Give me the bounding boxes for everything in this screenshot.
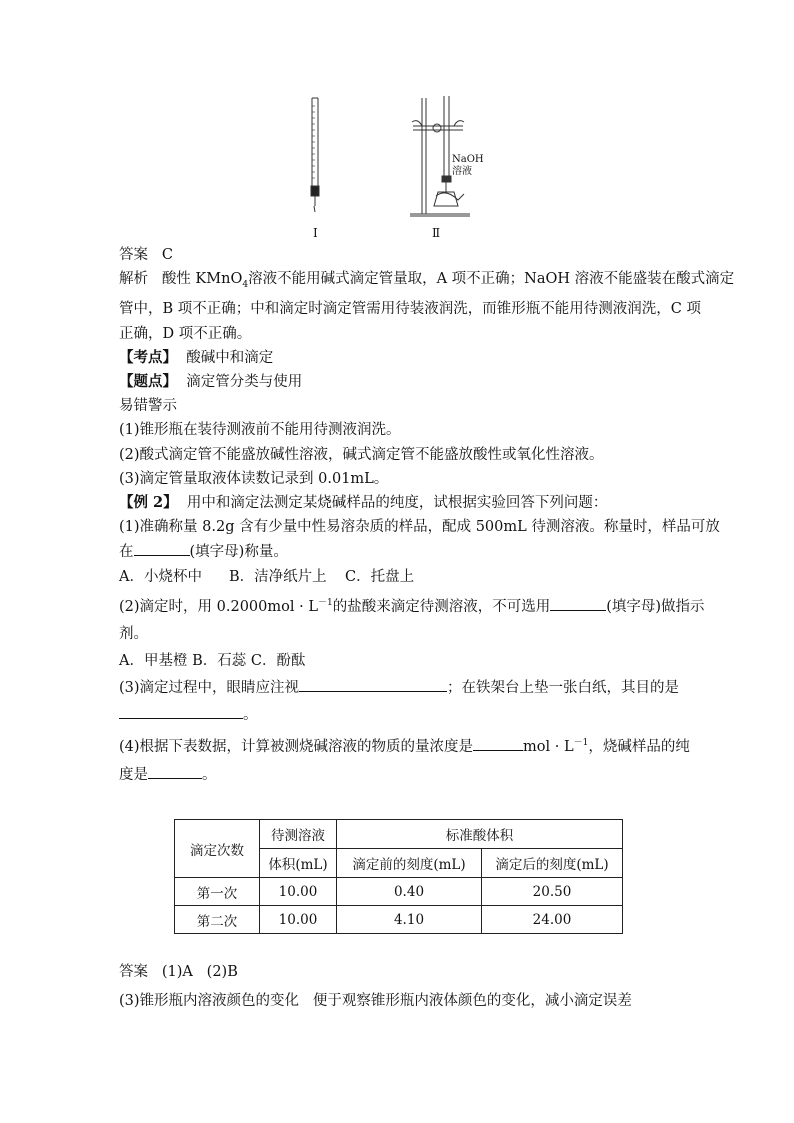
- option-a: A．小烧杯中: [119, 569, 202, 586]
- question-4-line-2: 度是 。: [119, 761, 679, 789]
- question-2-line-1: (2)滴定时，用 $0.2000mol \cdot L^{-1}$的盐酸来滴定待测溶液，不可选用 (填字母)做指示: [119, 590, 679, 621]
- analysis-line-2: 管中，B 项不正确；中和滴定时滴定管需用待装液润洗，而锥形瓶不能用待测液润洗，C 项: [119, 301, 701, 318]
- warning-title: 易错警示: [119, 398, 177, 415]
- warning-item-2: (2)酸式滴定管不能盛放碱性溶液，碱式滴定管不能盛放酸性或氧化性溶液。: [119, 446, 604, 463]
- answer-2-section: [119, 958, 679, 1016]
- example-2-intro: 【例 2】 用中和滴定法测定某烧碱样品的纯度，试根据实验回答下列问题：: [119, 493, 608, 511]
- question-2-options: A．甲基橙 B．石蕊 C．酚酞: [119, 652, 306, 669]
- table-header-row-1: [175, 820, 623, 849]
- answer-2-line-1: 答案 (1)A (2)B: [119, 964, 238, 980]
- warning-item-3: (3)滴定管量取液体读数记录到 0.01mL。: [119, 470, 389, 487]
- question-1-line-1: (1)准确称量 8.2g 含有少量中性易溶杂质的样品，配成 500mL 待测溶液。称量时，样品可放: [119, 519, 720, 536]
- analysis-line-1: 解析 酸性 KMnO$_4$溶液不能用碱式滴定管量取，A 项不正确；NaOH 溶液不能盛装在酸式滴定: [119, 271, 735, 291]
- kaodian-label: 【考点】: [119, 348, 177, 366]
- header-volume-1: 待测溶液: [260, 820, 337, 849]
- titration-data-table: [174, 819, 623, 934]
- example-2-label: 【例 2】: [119, 493, 178, 511]
- burette-i-drawing: [311, 98, 319, 212]
- question-4-line-1: (4)根据下表数据，计算被测烧碱溶液的物质的量浓度是 mol · $L^{-1}$，烧碱样品的纯: [119, 729, 679, 761]
- question-1-line-2: 在 (填字母)称量。: [119, 540, 679, 565]
- header-count: 滴定次数: [175, 820, 260, 878]
- kaodian-line: [119, 346, 679, 370]
- burette-figure: [300, 92, 500, 242]
- analysis-line-3: 正确，D 项不正确。: [119, 325, 252, 342]
- answer-1-line: [119, 243, 679, 267]
- option-b: B．洁净纸片上: [229, 569, 327, 586]
- analysis-label: 解析: [119, 271, 148, 288]
- header-before: 滴定前的刻度(mL): [337, 849, 482, 878]
- answer-blank-3[interactable]: [299, 677, 447, 692]
- solution-label: 溶液: [452, 166, 472, 177]
- figure-label-ii: Ⅱ: [432, 226, 441, 240]
- tidian-label: 【题点】: [119, 372, 177, 390]
- answer-2-line-2: (3)锥形瓶内溶液颜色的变化 便于观察锥形瓶内液体颜色的变化，减小滴定误差: [119, 993, 632, 1009]
- answer-blank-6[interactable]: [148, 764, 202, 779]
- naoh-label: NaOH: [452, 154, 484, 165]
- answer-2-label: 答案: [119, 964, 148, 980]
- table-row: 第二次 10.00 4.10 24.00: [175, 906, 623, 934]
- main-content: [119, 243, 735, 789]
- question-2-line-2: 剂。: [119, 625, 148, 642]
- answer-blank-1[interactable]: [134, 541, 190, 556]
- header-volume-2: 体积(mL): [260, 849, 337, 878]
- header-acid: 标准酸体积: [337, 820, 623, 849]
- question-3-line-2: 。: [119, 702, 679, 729]
- answer-blank-5[interactable]: [473, 736, 523, 751]
- kaodian-value: 酸碱中和滴定: [186, 349, 274, 366]
- figure-label-i: Ⅰ: [313, 226, 318, 240]
- option-c: C．托盘上: [345, 569, 415, 586]
- answer-blank-4[interactable]: [119, 704, 243, 719]
- question-1-options: [119, 565, 679, 590]
- answer-1-value: C: [161, 247, 173, 263]
- tidian-line: [119, 370, 679, 394]
- table-row: 第一次 10.00 0.40 20.50: [175, 878, 623, 906]
- header-after: 滴定后的刻度(mL): [482, 849, 623, 878]
- warning-item-1: (1)锥形瓶在装待测液前不能用待测液润洗。: [119, 422, 401, 439]
- question-3-line-1: (3)滴定过程中，眼睛应注视 ；在铁架台上垫一张白纸，其目的是: [119, 675, 679, 702]
- answer-blank-2[interactable]: [550, 596, 606, 611]
- tidian-value: 滴定管分类与使用: [186, 373, 303, 390]
- answer-1-label: 答案: [119, 247, 148, 263]
